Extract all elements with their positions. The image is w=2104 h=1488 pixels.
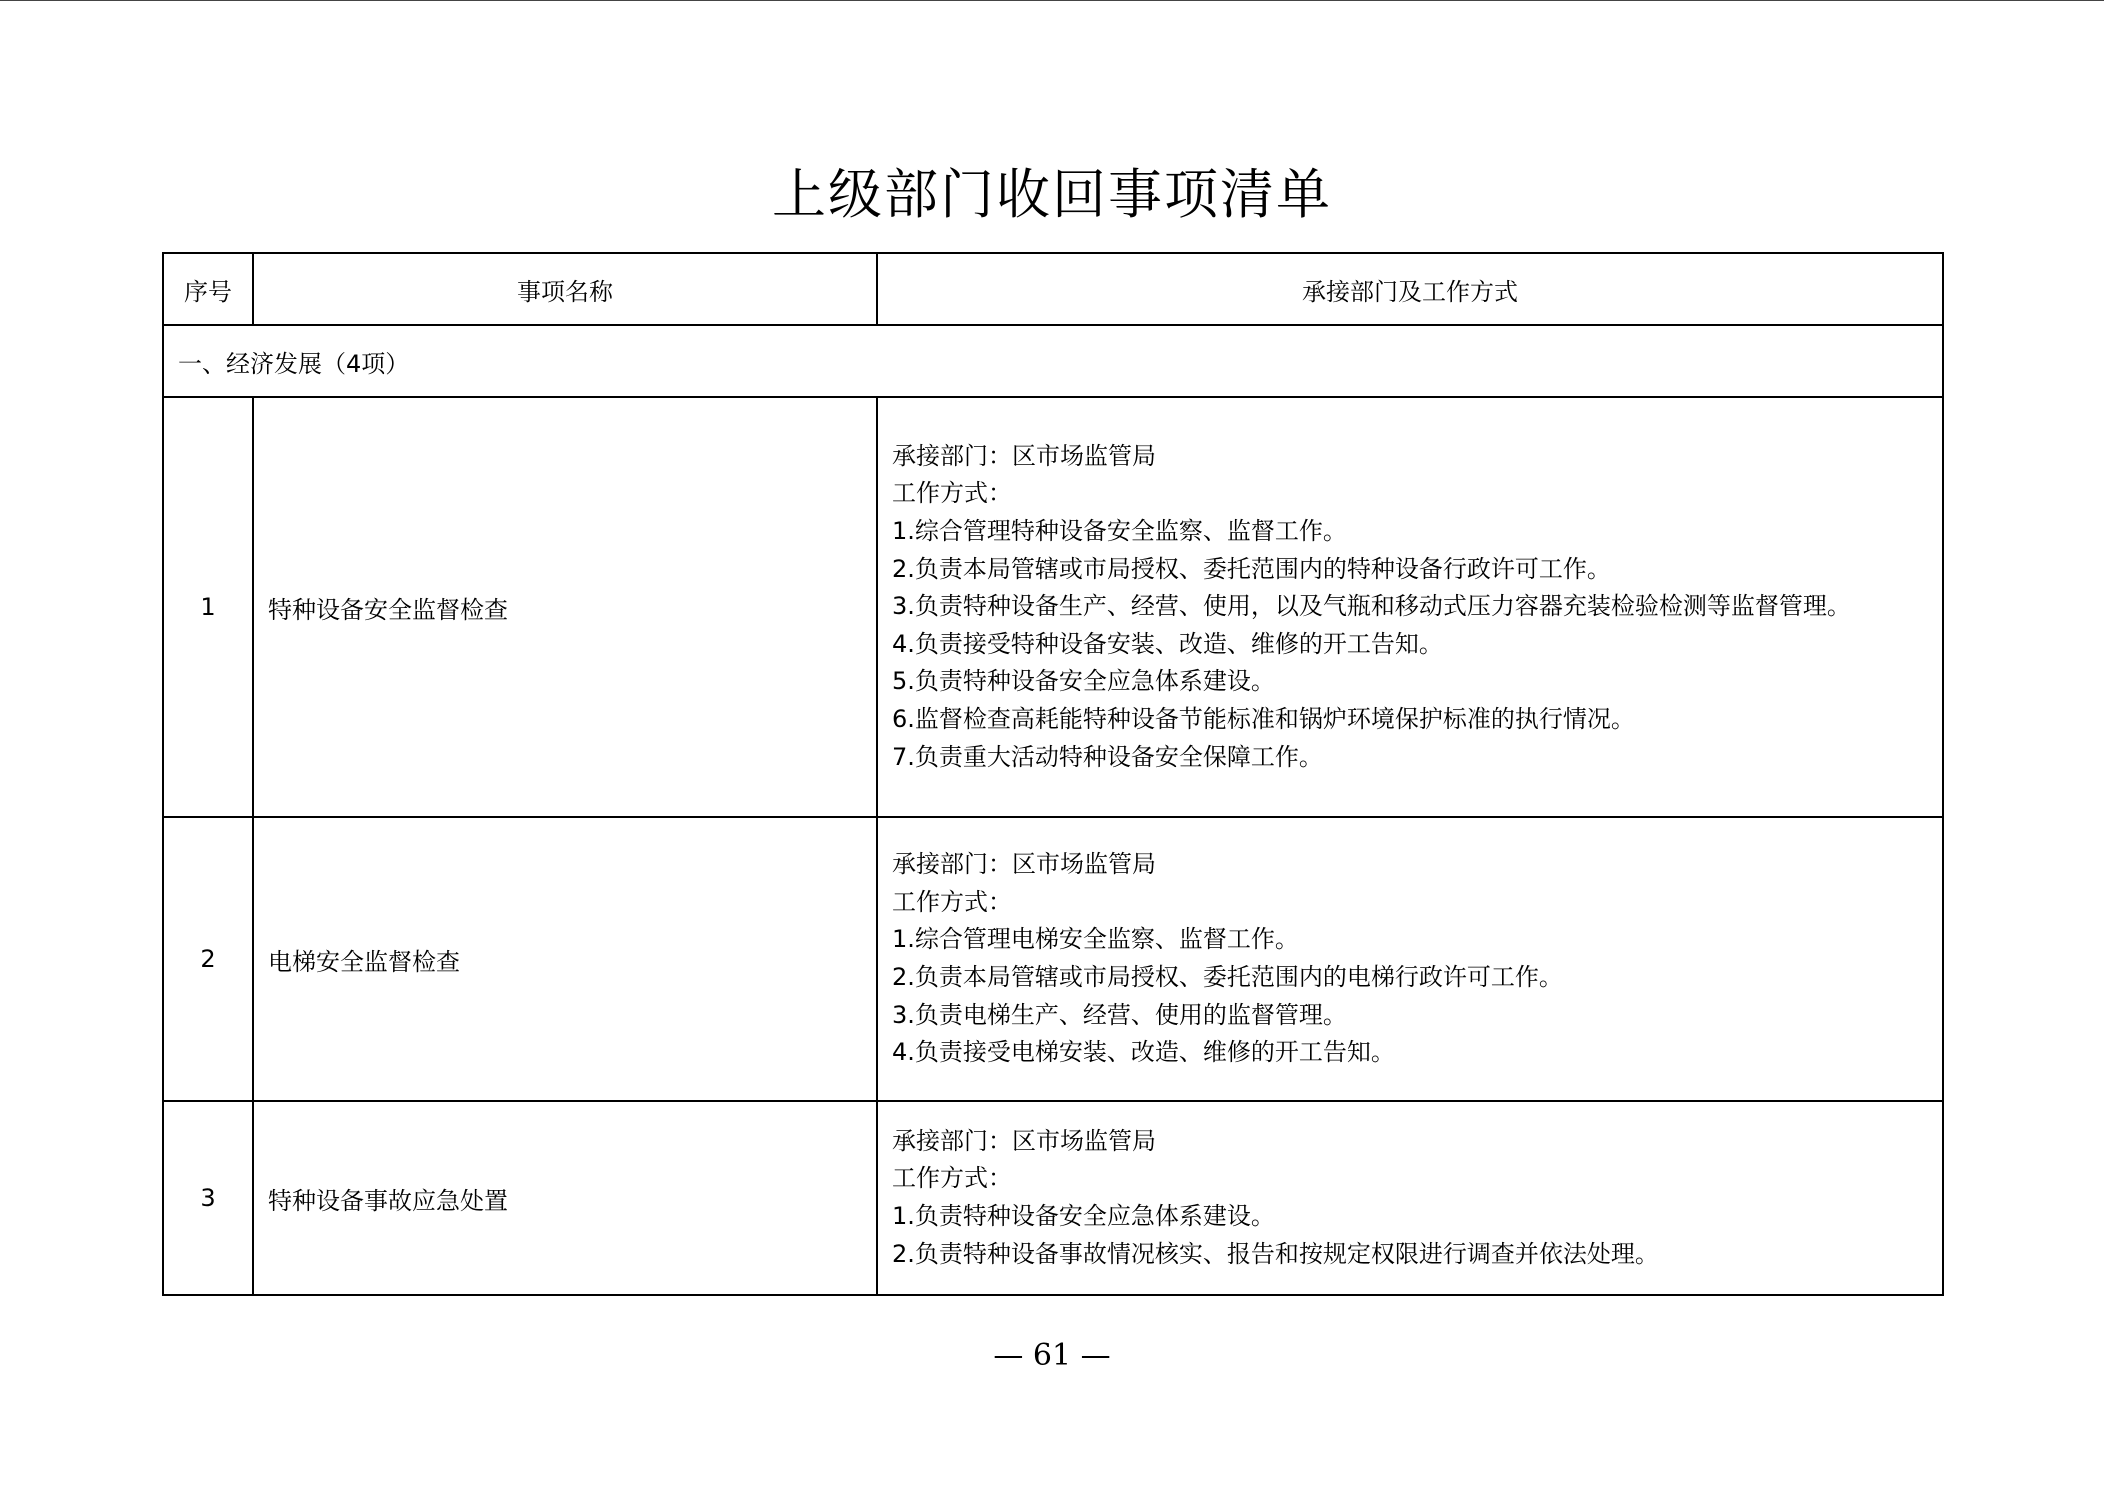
table-row (163, 817, 1943, 1101)
detail-line: 工作方式： (892, 479, 1012, 508)
detail-line: 工作方式： (892, 1164, 1012, 1193)
header-seq: 序号 (163, 253, 253, 325)
detail-line: 5.负责特种设备安全应急体系建设。 (892, 667, 1275, 696)
detail-line: 4.负责接受特种设备安装、改造、维修的开工告知。 (892, 629, 1443, 658)
detail-line: 6.监督检查高耗能特种设备节能标准和锅炉环境保护标准的执行情况。 (892, 704, 1635, 733)
detail-line: 1.负责特种设备安全应急体系建设。 (892, 1202, 1275, 1230)
row-seq: 3 (163, 1101, 253, 1295)
header-name: 事项名称 (253, 253, 877, 325)
table-header-row (163, 253, 1943, 325)
document-title: 上级部门收回事项清单 (772, 163, 1332, 226)
detail-line: 4.负责接受电梯安装、改造、维修的开工告知。 (892, 1038, 1395, 1067)
items-table (162, 252, 1944, 1296)
detail-line: 承接部门：区市场监管局 (892, 441, 1156, 470)
section-row (163, 325, 1943, 397)
detail-line: 2.负责本局管辖或市局授权、委托范围内的电梯行政许可工作。 (892, 963, 1563, 991)
table-row (163, 1101, 1943, 1295)
row-seq: 1 (163, 397, 253, 817)
row-item-name: 特种设备事故应急处置 (253, 1101, 877, 1295)
detail-line: 1.综合管理特种设备安全监察、监督工作。 (892, 517, 1347, 546)
detail-line: 1.综合管理电梯安全监察、监督工作。 (892, 925, 1299, 954)
row-dept-detail (877, 817, 1943, 1101)
detail-line: 3.负责电梯生产、经营、使用的监督管理。 (892, 1000, 1347, 1029)
header-dept: 承接部门及工作方式 (877, 253, 1943, 325)
detail-line: 3.负责特种设备生产、经营、使用，以及气瓶和移动式压力容器充装检验检测等监督管理。 (892, 592, 1851, 621)
detail-line: 承接部门：区市场监管局 (892, 850, 1156, 879)
row-item-name: 特种设备安全监督检查 (253, 397, 877, 817)
table-row (163, 397, 1943, 817)
row-dept-detail (877, 1101, 1943, 1295)
detail-line: 7.负责重大活动特种设备安全保障工作。 (892, 742, 1323, 771)
detail-line: 承接部门：区市场监管局 (892, 1126, 1156, 1155)
section-heading: 一、经济发展（4项） (163, 325, 1943, 397)
page-number: — 61 — (993, 1338, 1111, 1373)
row-item-name: 电梯安全监督检查 (253, 817, 877, 1101)
detail-line: 工作方式： (892, 887, 1012, 916)
row-seq: 2 (163, 817, 253, 1101)
detail-line: 2.负责特种设备事故情况核实、报告和按规定权限进行调查并依法处理。 (892, 1239, 1659, 1268)
top-border-line (0, 0, 2104, 1)
row-dept-detail (877, 397, 1943, 817)
detail-line: 2.负责本局管辖或市局授权、委托范围内的特种设备行政许可工作。 (892, 554, 1611, 583)
